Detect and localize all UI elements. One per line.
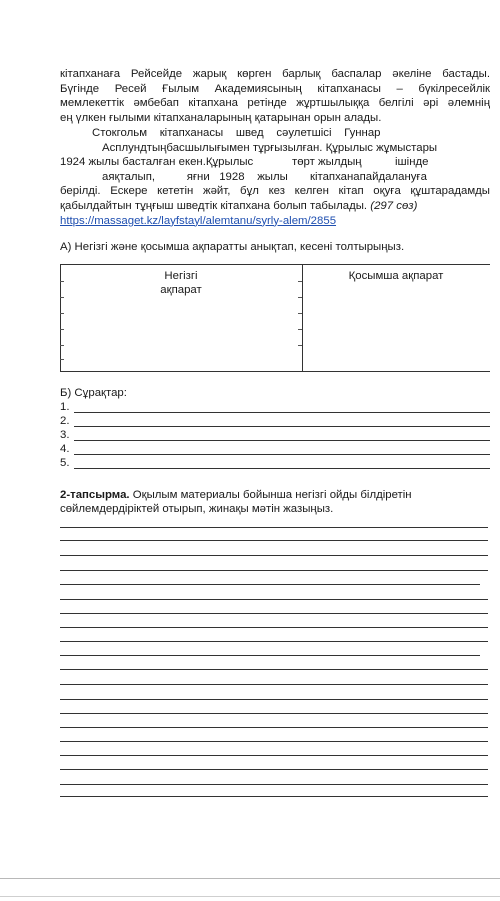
- tick-mark: [60, 329, 64, 330]
- writing-line[interactable]: [60, 584, 480, 585]
- question-line: [60, 428, 490, 442]
- header-line: ақпарат: [160, 284, 202, 296]
- text-line: берілді. Ескере кететін жәйт, бұл кез келген кітап оқуға құштарадамды: [60, 185, 490, 198]
- writing-line[interactable]: [60, 613, 488, 614]
- writing-line[interactable]: [60, 784, 488, 785]
- question-line: [60, 456, 490, 470]
- tick-mark: [60, 281, 64, 282]
- writing-line[interactable]: [60, 540, 488, 541]
- question-number: 3.: [60, 429, 70, 441]
- text-line: [60, 199, 490, 214]
- text-line: кітапханаға Рейсейде жарық көрген барлық баспалар әкеліне бастады.: [60, 68, 490, 80]
- writing-line[interactable]: [60, 684, 488, 685]
- writing-line[interactable]: [60, 555, 488, 556]
- text-line: ең үлкен ғылыми кітапханаларының қатарынан орын алады.: [60, 111, 382, 124]
- question-line: [60, 414, 490, 428]
- writing-line[interactable]: [60, 570, 488, 571]
- text-segment: төрт жылдың: [292, 156, 362, 169]
- question-number: 1.: [60, 401, 70, 413]
- text-line: Бүгінде Ресей Ғылым Академиясының кітапханасы – бүкілресейлік: [60, 82, 490, 95]
- reading-paragraph-1: [60, 67, 490, 125]
- question-line: [60, 400, 490, 414]
- questions-heading: Б) Сұрақтар:: [60, 387, 127, 399]
- text-segment: ішінде: [395, 156, 429, 169]
- writing-line[interactable]: [60, 796, 488, 797]
- task-2-title: 2-тапсырма.: [60, 489, 130, 501]
- writing-line[interactable]: [60, 713, 488, 714]
- answer-line[interactable]: [74, 440, 490, 441]
- question-line: [60, 442, 490, 456]
- writing-line[interactable]: [60, 655, 480, 656]
- tick-mark: [298, 281, 302, 282]
- task-2-text: Оқылым материалы бойынша негізгі ойды білдіретін: [129, 489, 412, 501]
- task-2-text-line: сөйлемдердіріктей отырып, жинақы мәтін жазыңыз.: [60, 503, 334, 515]
- writing-line[interactable]: [60, 599, 488, 600]
- writing-line[interactable]: [60, 627, 488, 628]
- main-info-header: [60, 269, 302, 297]
- text-segment: Стокгольм кітапханасы швед сәулетшісі Гуннар: [92, 127, 381, 139]
- text-segment: қабылдайтын тұңғыш шведтік кітапхана болып табылады.: [60, 199, 368, 212]
- tick-mark: [60, 297, 64, 298]
- answer-line[interactable]: [74, 454, 490, 455]
- answer-line[interactable]: [74, 426, 490, 427]
- question-number: 2.: [60, 415, 70, 427]
- tick-mark: [298, 297, 302, 298]
- info-table: [60, 264, 490, 372]
- writing-line[interactable]: [60, 755, 488, 756]
- page-edge: [0, 878, 500, 879]
- task-2-heading: [60, 488, 412, 502]
- answer-line[interactable]: [74, 468, 490, 469]
- tick-mark: [298, 345, 302, 346]
- writing-line[interactable]: [60, 727, 488, 728]
- reading-paragraph-2: [60, 126, 490, 228]
- tick-mark: [60, 345, 64, 346]
- writing-line[interactable]: [60, 741, 488, 742]
- header-line: Негізгі: [164, 270, 198, 282]
- tick-mark: [60, 313, 64, 314]
- text-line: [60, 126, 394, 141]
- text-line: [60, 155, 490, 170]
- writing-line[interactable]: [60, 641, 488, 642]
- word-count: (297 сөз): [370, 199, 418, 212]
- task-a-instruction: А) Негізгі және қосымша ақпаратты анықтап, кесені толтырыңыз.: [60, 241, 405, 253]
- writing-line[interactable]: [60, 699, 488, 700]
- writing-line[interactable]: [60, 769, 488, 770]
- answer-line[interactable]: [74, 412, 490, 413]
- text-segment: 1924 жылы басталған екен.Құрылыс: [60, 156, 254, 169]
- question-number: 5.: [60, 457, 70, 469]
- writing-line[interactable]: [60, 527, 488, 528]
- source-link[interactable]: https://massaget.kz/layfstayl/alemtanu/syrly-alem/2855: [60, 214, 337, 227]
- page-edge: [0, 896, 500, 897]
- text-line: аяқталып, яғни 1928 жылы кітапханапайдалануға: [102, 170, 427, 183]
- tick-mark: [298, 329, 302, 330]
- extra-info-header: Қосымша ақпарат: [348, 270, 444, 282]
- question-number: 4.: [60, 443, 70, 455]
- text-line: мемлекеттік әмбебап кітапхана ретінде жұртшылыққа белгілі әрі әлемнің: [60, 97, 490, 110]
- text-line: Асплундтыңбасшылығымен тұрғызылған. Құрылыс жұмыстары: [102, 141, 438, 154]
- text-line: [60, 214, 490, 229]
- writing-line[interactable]: [60, 669, 488, 670]
- tick-mark: [60, 359, 64, 360]
- tick-mark: [298, 313, 302, 314]
